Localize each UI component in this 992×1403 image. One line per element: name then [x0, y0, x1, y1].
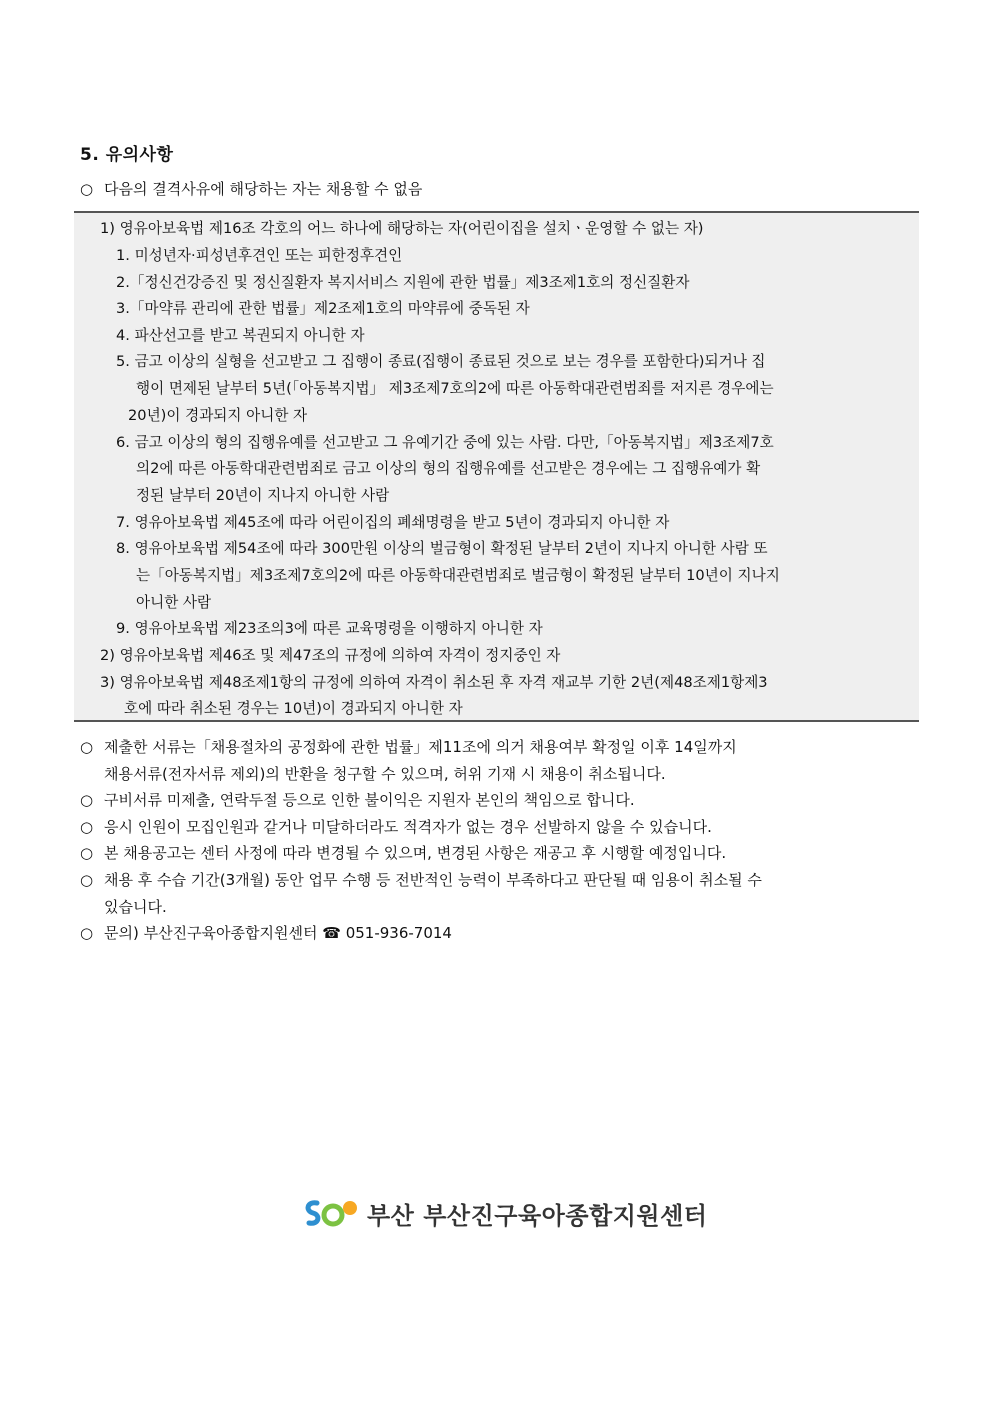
center-logo-icon — [303, 1195, 361, 1231]
intro-text: 다음의 결격사유에 해당하는 자는 채용할 수 없음 — [104, 180, 423, 198]
circle-bullet-icon: ○ — [80, 818, 94, 836]
circle-bullet-icon: ○ — [80, 180, 94, 198]
footer-org-name: 부산 부산진구육아종합지원센터 — [367, 1201, 708, 1230]
box-line: 행이 면제된 날부터 5년(「아동복지법」 제3조제7호의2에 따른 아동학대관련범죄를 저지른 경우에는 — [136, 380, 774, 397]
note-text: 채용 후 수습 기간(3개월) 동안 업무 수행 등 전반적인 능력이 부족하다고 판단될 때 임용이 취소될 수 — [104, 871, 762, 889]
note-text: 본 채용공고는 센터 사정에 따라 변경될 수 있으며, 변경된 사항은 재공고 후 시행할 예정입니다. — [104, 844, 727, 862]
box-line: 2) 영유아보육법 제46조 및 제47조의 규정에 의하여 자격이 정지중인 자 — [100, 647, 561, 664]
note-text: 채용서류(전자서류 제외)의 반환을 청구할 수 있으며, 허위 기재 시 채용이 취소됩니다. — [104, 764, 666, 783]
note-item — [80, 787, 890, 814]
disqualification-box — [74, 211, 919, 722]
section-heading: 5. 유의사항 — [80, 145, 174, 165]
box-line: 2.「정신건강증진 및 정신질환자 복지서비스 지원에 관한 법률」제3조제1호의 정신질환자 — [116, 274, 690, 291]
note-item — [80, 867, 890, 920]
box-line: 6. 금고 이상의 형의 집행유예를 선고받고 그 유예기간 중에 있는 사람. 다만,「아동복지법」제3조제7호 — [116, 434, 774, 451]
box-line: 정된 날부터 20년이 지나지 아니한 사람 — [136, 487, 390, 504]
note-item — [80, 920, 890, 947]
box-line: 5. 금고 이상의 실형을 선고받고 그 집행이 종료(집행이 종료된 것으로 보는 경우를 포함한다)되거나 집 — [116, 353, 766, 370]
box-line: 20년)이 경과되지 아니한 자 — [128, 407, 308, 424]
note-text: 응시 인원이 모집인원과 같거나 미달하더라도 적격자가 없는 경우 선발하지 않을 수 있습니다. — [104, 818, 712, 836]
note-item — [80, 814, 890, 841]
circle-bullet-icon: ○ — [80, 871, 94, 889]
footer — [303, 1193, 707, 1233]
intro-bullet — [80, 176, 890, 203]
box-line: 3) 영유아보육법 제48조제1항의 규정에 의하여 자격이 취소된 후 자격 재교부 기한 2년(제48조제1항제3 — [100, 674, 768, 691]
box-line: 8. 영유아보육법 제54조에 따라 300만원 이상의 벌금형이 확정된 날부터 2년이 지나지 아니한 사람 또 — [116, 540, 768, 557]
box-line: 호에 따라 취소된 경우는 10년)이 경과되지 아니한 자 — [124, 700, 463, 717]
box-line: 3.「마약류 관리에 관한 법률」제2조제1호의 마약류에 중독된 자 — [116, 300, 530, 317]
box-line: 의2에 따른 아동학대관련범죄로 금고 이상의 형의 집행유예를 선고받은 경우에는 그 집행유예가 확 — [136, 460, 761, 477]
circle-bullet-icon: ○ — [80, 738, 94, 756]
note-text: 있습니다. — [104, 897, 167, 916]
contact-text: 문의) 부산진구육아종합지원센터 ☎ 051-936-7014 — [104, 924, 452, 942]
box-line: 4. 파산선고를 받고 복권되지 아니한 자 — [116, 327, 365, 344]
note-text: 구비서류 미제출, 연락두절 등으로 인한 불이익은 지원자 본인의 책임으로 합니다. — [104, 791, 635, 809]
note-item — [80, 734, 890, 787]
box-line: 아니한 사람 — [136, 594, 212, 611]
circle-bullet-icon: ○ — [80, 844, 94, 862]
box-line: 1) 영유아보육법 제16조 각호의 어느 하나에 해당하는 자(어린이집을 설치ㆍ운영할 수 없는 자) — [100, 220, 704, 237]
box-line: 9. 영유아보육법 제23조의3에 따른 교육명령을 이행하지 아니한 자 — [116, 620, 543, 637]
box-line: 7. 영유아보육법 제45조에 따라 어린이집의 폐쇄명령을 받고 5년이 경과되지 아니한 자 — [116, 514, 670, 531]
box-line: 1. 미성년자·피성년후견인 또는 피한정후견인 — [116, 247, 403, 264]
note-text: 제출한 서류는「채용절차의 공정화에 관한 법률」제11조에 의거 채용여부 확정일 이후 14일까지 — [104, 738, 737, 756]
circle-bullet-icon: ○ — [80, 924, 94, 942]
circle-bullet-icon: ○ — [80, 791, 94, 809]
note-item — [80, 840, 890, 867]
box-line: 는「아동복지법」제3조제7호의2에 따른 아동학대관련범죄로 벌금형이 확정된 날부터 10년이 지나지 — [136, 567, 780, 584]
